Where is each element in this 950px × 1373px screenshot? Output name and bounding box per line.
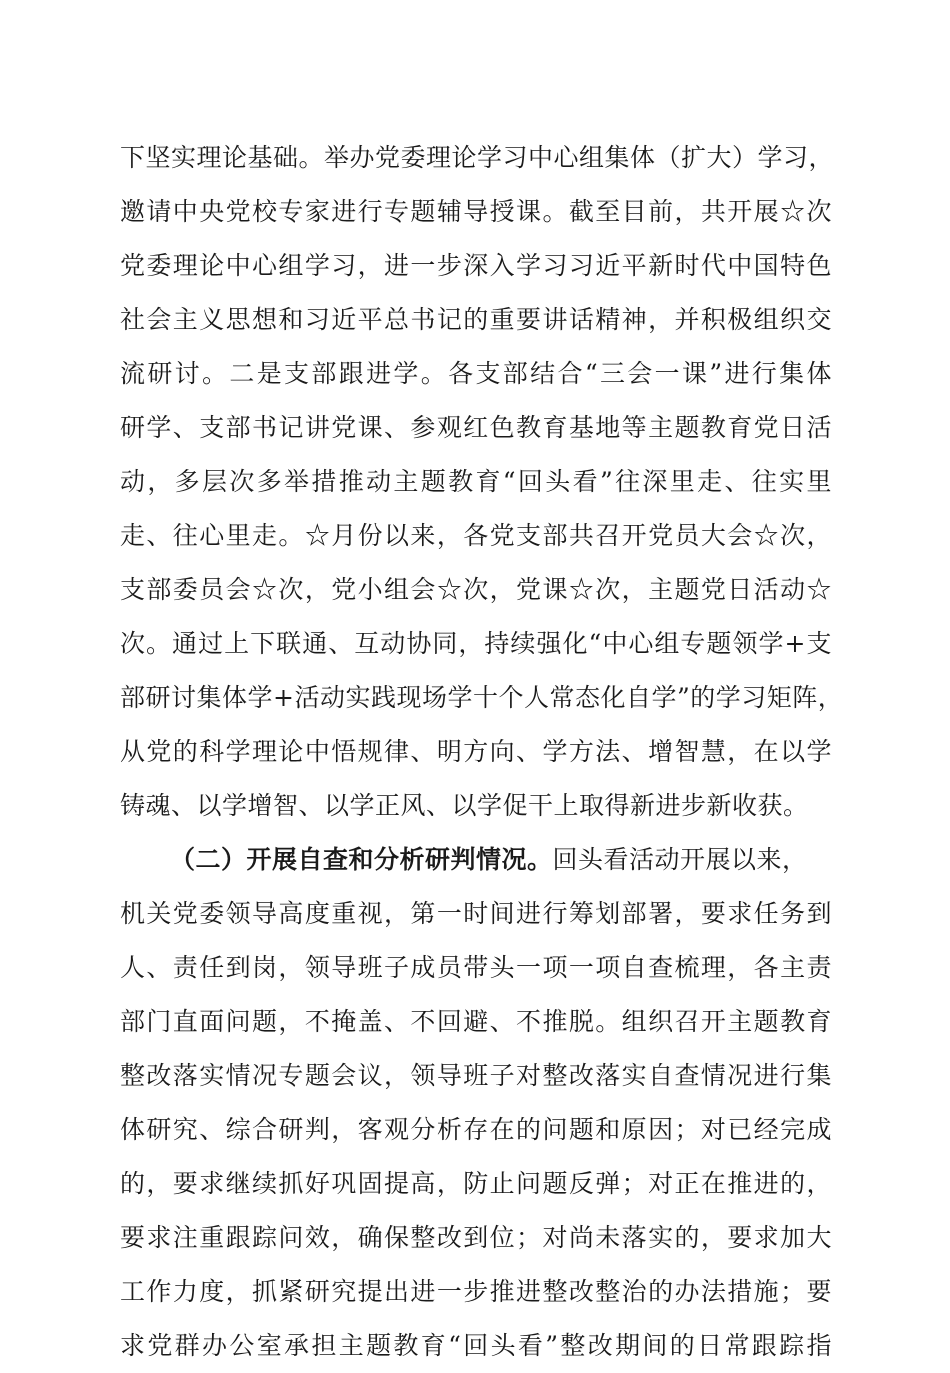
paragraph-line: 下坚实理论基础。举办党委理论学习中心组集体（扩大）学习， <box>120 143 835 172</box>
paragraph-line: 从党的科学理论中悟规律、明方向、学方法、增智慧，在以学 <box>120 737 832 766</box>
paragraph-line: 次。通过上下联通、互动协同，持续强化“中心组专题领学+支 <box>120 629 832 658</box>
paragraph-2-first-line-rest: 回头看活动开展以来， <box>552 845 808 874</box>
paragraph-line: 求党群办公室承担主题教育“回头看”整改期间的日常跟踪指 <box>120 1331 832 1360</box>
paragraph-line: 要求注重跟踪问效，确保整改到位；对尚未落实的，要求加大 <box>120 1223 832 1252</box>
paragraph-line: 研学、支部书记讲党课、参观红色教育基地等主题教育党日活 <box>120 413 832 442</box>
paragraph-2-first-line <box>120 833 832 887</box>
paragraph-line: 流研讨。二是支部跟进学。各支部结合“三会一课”进行集体 <box>120 359 832 388</box>
paragraph-line: 部门直面问题，不掩盖、不回避、不推脱。组织召开主题教育 <box>120 1007 832 1036</box>
paragraph-line: 整改落实情况专题会议，领导班子对整改落实自查情况进行集 <box>120 1061 832 1090</box>
paragraph-line: 部研讨集体学+活动实践现场学十个人常态化自学”的学习矩阵， <box>120 683 844 712</box>
paragraph-line: 铸魂、以学增智、以学正风、以学促干上取得新进步新收获。 <box>120 791 809 820</box>
paragraph-line: 社会主义思想和习近平总书记的重要讲话精神，并积极组织交 <box>120 305 832 334</box>
paragraph-line: 动，多层次多举措推动主题教育“回头看”往深里走、往实里 <box>120 467 832 496</box>
paragraph-line: 人、责任到岗，领导班子成员带头一项一项自查梳理，各主责 <box>120 953 832 982</box>
paragraph-2 <box>120 833 832 1373</box>
paragraph-1 <box>120 131 844 833</box>
paragraph-line: 的，要求继续抓好巩固提高，防止问题反弹；对正在推进的， <box>120 1169 832 1198</box>
paragraph-line: 走、往心里走。☆月份以来，各党支部共召开党员大会☆次， <box>120 521 832 550</box>
paragraph-line: 机关党委领导高度重视，第一时间进行筹划部署，要求任务到 <box>120 899 832 928</box>
paragraph-line: 工作力度，抓紧研究提出进一步推进整改整治的办法措施；要 <box>120 1277 832 1306</box>
section-heading: （二）开展自查和分析研判情况。 <box>170 845 553 874</box>
paragraph-line: 党委理论中心组学习，进一步深入学习习近平新时代中国特色 <box>120 251 832 280</box>
paragraph-line: 支部委员会☆次，党小组会☆次，党课☆次，主题党日活动☆ <box>120 575 832 604</box>
paragraph-line: 邀请中央党校专家进行专题辅导授课。截至目前，共开展☆次 <box>120 197 832 226</box>
document-body <box>120 131 844 1373</box>
paragraph-line: 体研究、综合研判，客观分析存在的问题和原因；对已经完成 <box>120 1115 832 1144</box>
